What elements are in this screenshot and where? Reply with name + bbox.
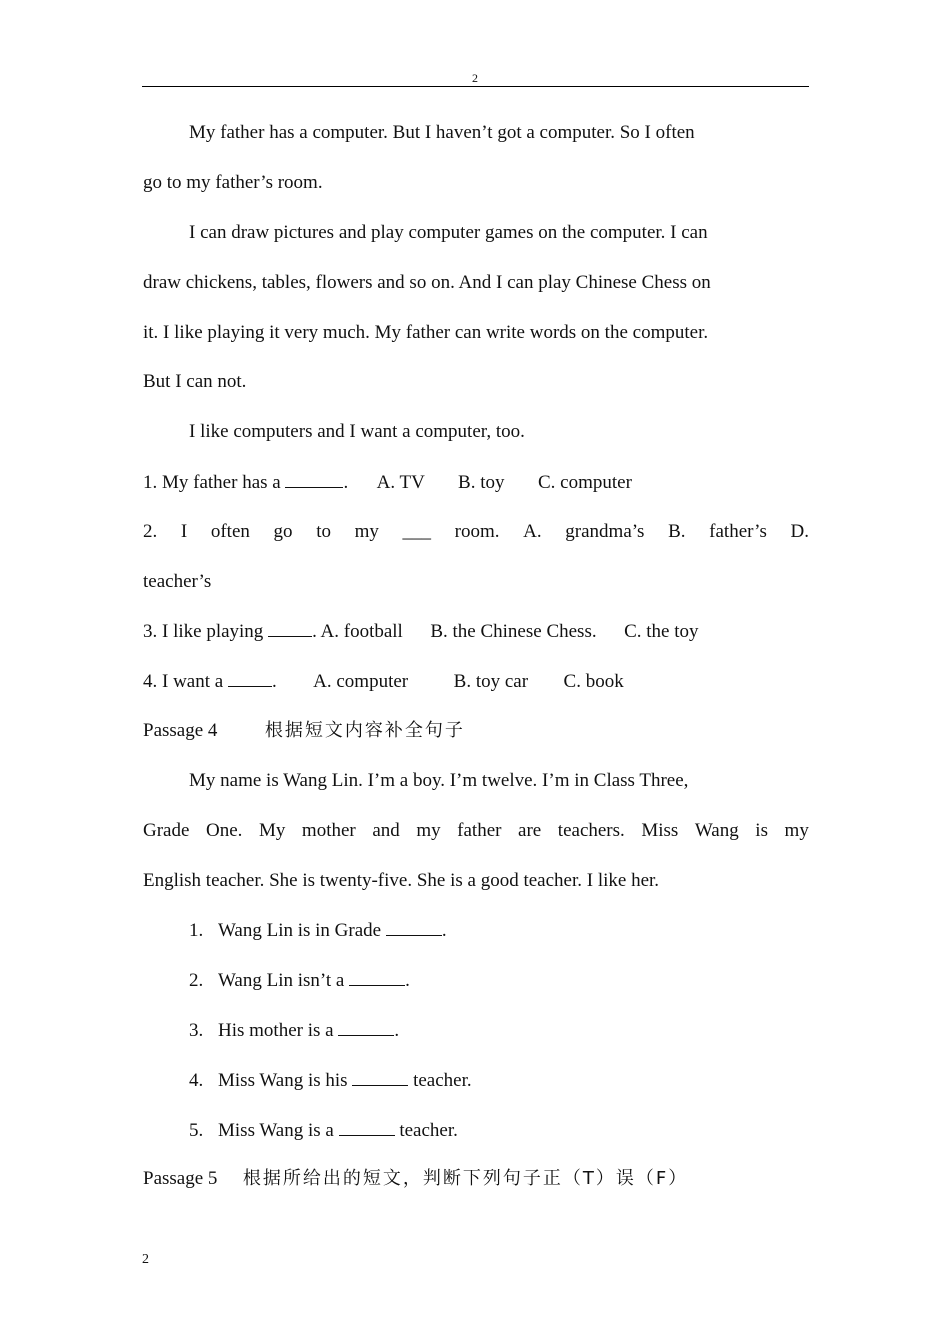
passage5-label: Passage 5 bbox=[143, 1168, 218, 1189]
answer-blank[interactable] bbox=[338, 1018, 394, 1036]
question-2: 2. I often go to my ___ room. A. grandma’s B. father’s D. bbox=[143, 521, 809, 542]
passage3-paragraph1-line1: My father has a computer. But I haven’t got a computer. So I often bbox=[189, 122, 695, 143]
option-b: father’s bbox=[709, 521, 767, 542]
passage3-paragraph1-line2: go to my father’s room. bbox=[143, 172, 323, 193]
passage3-paragraph2-line4: But I can not. bbox=[143, 371, 247, 392]
option-c: C. computer bbox=[538, 472, 632, 493]
answer-blank[interactable] bbox=[285, 470, 343, 488]
option-b: B. toy car bbox=[453, 671, 529, 692]
answer-blank[interactable]: ___ bbox=[402, 521, 432, 542]
header-page-number: 2 bbox=[472, 71, 478, 85]
answer-blank[interactable] bbox=[339, 1118, 395, 1136]
passage5-heading bbox=[143, 1167, 809, 1191]
passage3-paragraph2-line1: I can draw pictures and play computer games on the computer. I can bbox=[189, 222, 708, 243]
question-2-option-d: teacher’s bbox=[143, 571, 212, 592]
passage4-item-3: 3. His mother is a . bbox=[189, 1020, 400, 1041]
passage4-item-1: 1. Wang Lin is in Grade . bbox=[189, 920, 447, 941]
option-a: A. computer bbox=[313, 671, 409, 692]
passage4-item-4: 4. Miss Wang is his teacher. bbox=[189, 1070, 472, 1091]
passage3-paragraph2-line2: draw chickens, tables, flowers and so on. And I can play Chinese Chess on bbox=[143, 272, 711, 293]
passage4-paragraph-line1: My name is Wang Lin. I’m a boy. I’m twelve. I’m in Class Three, bbox=[189, 770, 689, 791]
passage5-instruction: 根据所给出的短文，判断下列句子正（T）误（F） bbox=[242, 1168, 689, 1189]
option-c: C. the toy bbox=[624, 621, 699, 642]
passage4-heading bbox=[143, 719, 809, 743]
passage3-paragraph3-line1: I like computers and I want a computer, too. bbox=[189, 421, 525, 442]
option-a: A. TV bbox=[376, 472, 425, 493]
question-4: 4. I want a . A. computer B. toy car C. book bbox=[143, 671, 624, 692]
header-rule bbox=[142, 86, 809, 87]
question-1: 1. My father has a . A. TV B. toy C. computer bbox=[143, 472, 632, 493]
passage4-label: Passage 4 bbox=[143, 720, 218, 741]
answer-blank[interactable] bbox=[349, 968, 405, 986]
passage3-paragraph2-line3: it. I like playing it very much. My father can write words on the computer. bbox=[143, 322, 709, 343]
question-1-stem: 1. My father has a bbox=[143, 472, 281, 493]
question-3-stem: 3. I like playing bbox=[143, 621, 264, 642]
answer-blank[interactable] bbox=[228, 669, 272, 687]
option-b: B. the Chinese Chess. bbox=[430, 621, 597, 642]
question-3: 3. I like playing . A. football B. the Chinese Chess. C. the toy bbox=[143, 621, 699, 642]
answer-blank[interactable] bbox=[352, 1068, 408, 1086]
passage4-item-5: 5. Miss Wang is a teacher. bbox=[189, 1120, 458, 1141]
option-b: B. toy bbox=[458, 472, 505, 493]
answer-blank[interactable] bbox=[386, 918, 442, 936]
passage4-paragraph-line2: Grade One. My mother and my father are teachers. Miss Wang is my bbox=[143, 820, 809, 841]
passage4-instruction: 根据短文内容补全句子 bbox=[264, 720, 465, 741]
answer-blank[interactable] bbox=[268, 619, 312, 637]
passage4-item-2: 2. Wang Lin isn’t a . bbox=[189, 970, 410, 991]
passage4-paragraph-line3: English teacher. She is twenty-five. She is a good teacher. I like her. bbox=[143, 870, 660, 891]
option-a: grandma’s bbox=[565, 521, 645, 542]
footer-page-number: 2 bbox=[142, 1252, 149, 1267]
option-a: A. football bbox=[320, 621, 403, 642]
option-c: C. book bbox=[563, 671, 624, 692]
question-4-stem: 4. I want a bbox=[143, 671, 224, 692]
